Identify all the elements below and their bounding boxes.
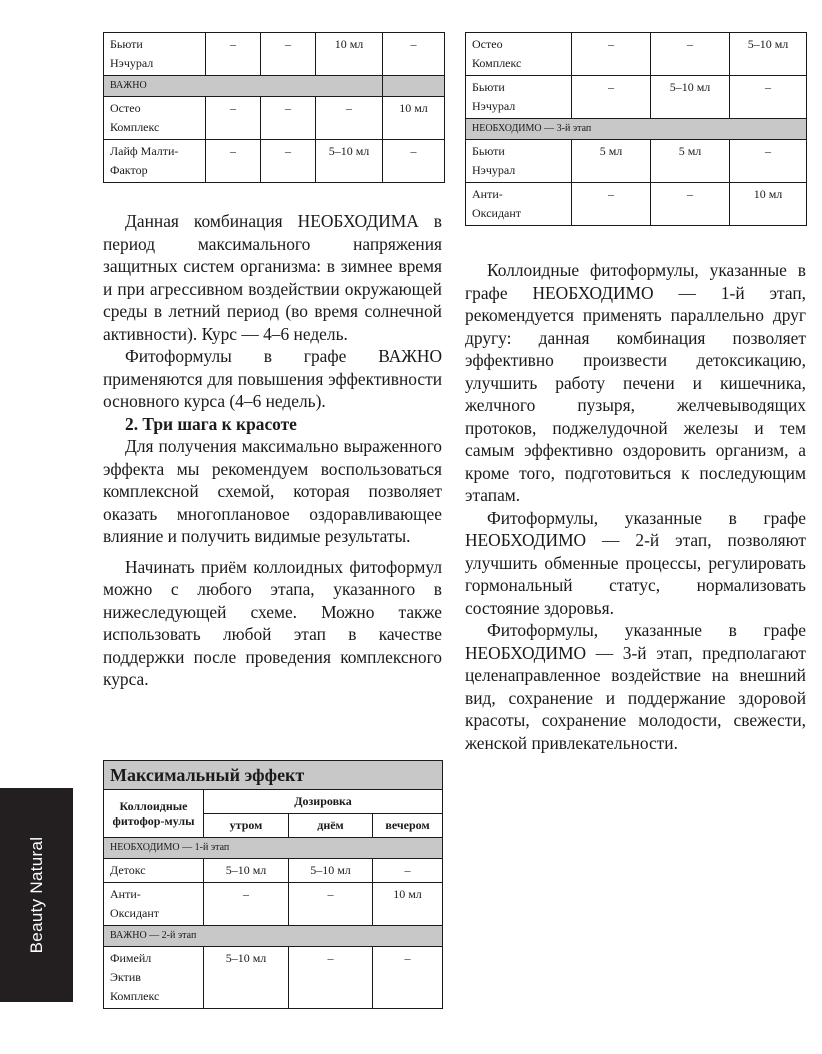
table-row <box>104 97 445 140</box>
table-row <box>104 33 445 76</box>
top-right-dosage-table <box>465 32 807 226</box>
table-row <box>466 76 807 119</box>
dose-cell: – <box>572 76 651 119</box>
dose-cell: 5–10 мл <box>289 859 373 883</box>
formula-name-cell: Лайф Малти- Фактор <box>104 140 206 183</box>
section-heading: 2. Три шага к красоте <box>125 413 297 434</box>
dose-cell: – <box>206 140 261 183</box>
formula-name-cell: Фимейл Эктив Комплекс <box>104 947 204 1009</box>
section-band-label: НЕОБХОДИМО — 1-й этап <box>104 838 443 859</box>
section-band-row <box>104 838 443 859</box>
table-row <box>466 140 807 183</box>
section-band-label: ВАЖНО — 2-й этап <box>104 926 443 947</box>
dose-cell: 10 мл <box>730 183 807 226</box>
right-text-column <box>465 259 806 754</box>
dose-cell: 5–10 мл <box>651 76 730 119</box>
dose-cell: – <box>204 883 289 926</box>
top-left-dosage-table <box>103 32 445 183</box>
col-header-formulas: Коллоидные фитофор-мулы <box>104 790 204 838</box>
dose-cell: 10 мл <box>316 33 383 76</box>
dose-cell: 5 мл <box>572 140 651 183</box>
table-row <box>466 33 807 76</box>
formula-name-cell: Бьюти Нэчурал <box>104 33 206 76</box>
col-header-evening: вечером <box>373 814 443 838</box>
dose-cell: – <box>651 183 730 226</box>
dose-cell: – <box>206 33 261 76</box>
dose-cell: 5 мл <box>651 140 730 183</box>
paragraph-scheme: Для получения максимально выраженного эффекта мы рекомендуем воспользоваться комплексной схемой, которая позволяет оказать многоплановое оздоравливающее влияние и получить видимые результаты. <box>103 436 442 546</box>
dose-cell: – <box>373 859 443 883</box>
table-row <box>104 859 443 883</box>
dose-cell: – <box>289 883 373 926</box>
section-band-row <box>104 926 443 947</box>
table-row <box>104 947 443 1009</box>
dose-cell: 5–10 мл <box>316 140 383 183</box>
dose-cell: – <box>572 33 651 76</box>
dose-cell: 5–10 мл <box>204 947 289 1009</box>
dose-cell: – <box>572 183 651 226</box>
sidebar-label: Beauty Natural <box>26 836 46 954</box>
max-effect-table <box>103 760 443 1009</box>
section-band-label: ВАЖНО <box>104 76 383 97</box>
dose-cell: – <box>289 947 373 1009</box>
section-band-cell <box>383 76 445 97</box>
table-row <box>466 183 807 226</box>
dose-cell: – <box>373 947 443 1009</box>
dose-cell: – <box>206 97 261 140</box>
col-header-day: днём <box>289 814 373 838</box>
paragraph-important: Фитоформулы в графе ВАЖНО применяются для повышения эффективности основного курса (4–6 недель). <box>103 346 442 411</box>
paragraph-stage-1: Коллоидные фитоформулы, указанные в графе НЕОБХОДИМО — 1-й этап, рекомендуется применять параллельно друг другу: данная комбинация позволяет эффективно произвести детоксикацию, улучшить работу печени и кишечника, желчного пузыря, желчевыводящих протоков, поджелудочной железы и тем самым эффективно оздоровить организм, а кроме того, подготовиться к последующим этапам. <box>465 260 806 505</box>
sidebar-tab <box>0 788 73 1002</box>
formula-name-cell: Анти- Оксидант <box>466 183 572 226</box>
section-band-row <box>466 119 807 140</box>
formula-name-cell: Детокс <box>104 859 204 883</box>
dose-cell: – <box>730 140 807 183</box>
dose-cell: – <box>316 97 383 140</box>
dose-cell: 10 мл <box>383 97 445 140</box>
formula-name-cell: Бьюти Нэчурал <box>466 76 572 119</box>
col-header-morning: утром <box>204 814 289 838</box>
paragraph-course: Данная комбинация НЕОБХОДИМА в период максимального напряжения защитных систем организма: в зимнее время и при агрессивном воздействии окружающей среды в летний период (во время солнечной активности). Курс — 4–6 недель. <box>103 211 442 344</box>
dose-cell: 5–10 мл <box>730 33 807 76</box>
formula-name-cell: Остео Комплекс <box>466 33 572 76</box>
dose-cell: 10 мл <box>373 883 443 926</box>
paragraph-start: Начинать приём коллоидных фитоформул можно с любого этапа, указанного в нижеследующей схеме. Можно также использовать любой этап в качестве поддержки после проведения комплексного курса. <box>103 556 442 689</box>
table-row <box>104 140 445 183</box>
dose-cell: – <box>651 33 730 76</box>
paragraph-stage-3: Фитоформулы, указанные в графе НЕОБХОДИМО — 3-й этап, предполагают целенаправленное воздействие на внешний вид, сохранение и поддержание здоровой красоты, сохранение молодости, свежести, женской привлекательности. <box>465 620 806 753</box>
formula-name-cell: Бьюти Нэчурал <box>466 140 572 183</box>
dose-cell: – <box>261 140 316 183</box>
formula-name-cell: Анти- Оксидант <box>104 883 204 926</box>
section-band-label: НЕОБХОДИМО — 3-й этап <box>466 119 807 140</box>
dose-cell: 5–10 мл <box>204 859 289 883</box>
dose-cell: – <box>383 33 445 76</box>
formula-name-cell: Остео Комплекс <box>104 97 206 140</box>
dose-cell: – <box>730 76 807 119</box>
section-band-row <box>104 76 445 97</box>
table-row <box>104 883 443 926</box>
dose-cell: – <box>383 140 445 183</box>
table-title: Максимальный эффект <box>104 761 443 790</box>
dose-cell: – <box>261 33 316 76</box>
paragraph-stage-2: Фитоформулы, указанные в графе НЕОБХОДИМО — 2-й этап, позволяют улучшить обменные процессы, регулировать гормональный статус, нормализовать состояние здоровья. <box>465 507 806 618</box>
col-header-dosage: Дозировка <box>204 790 443 814</box>
left-text-column <box>103 210 442 691</box>
dose-cell: – <box>261 97 316 140</box>
